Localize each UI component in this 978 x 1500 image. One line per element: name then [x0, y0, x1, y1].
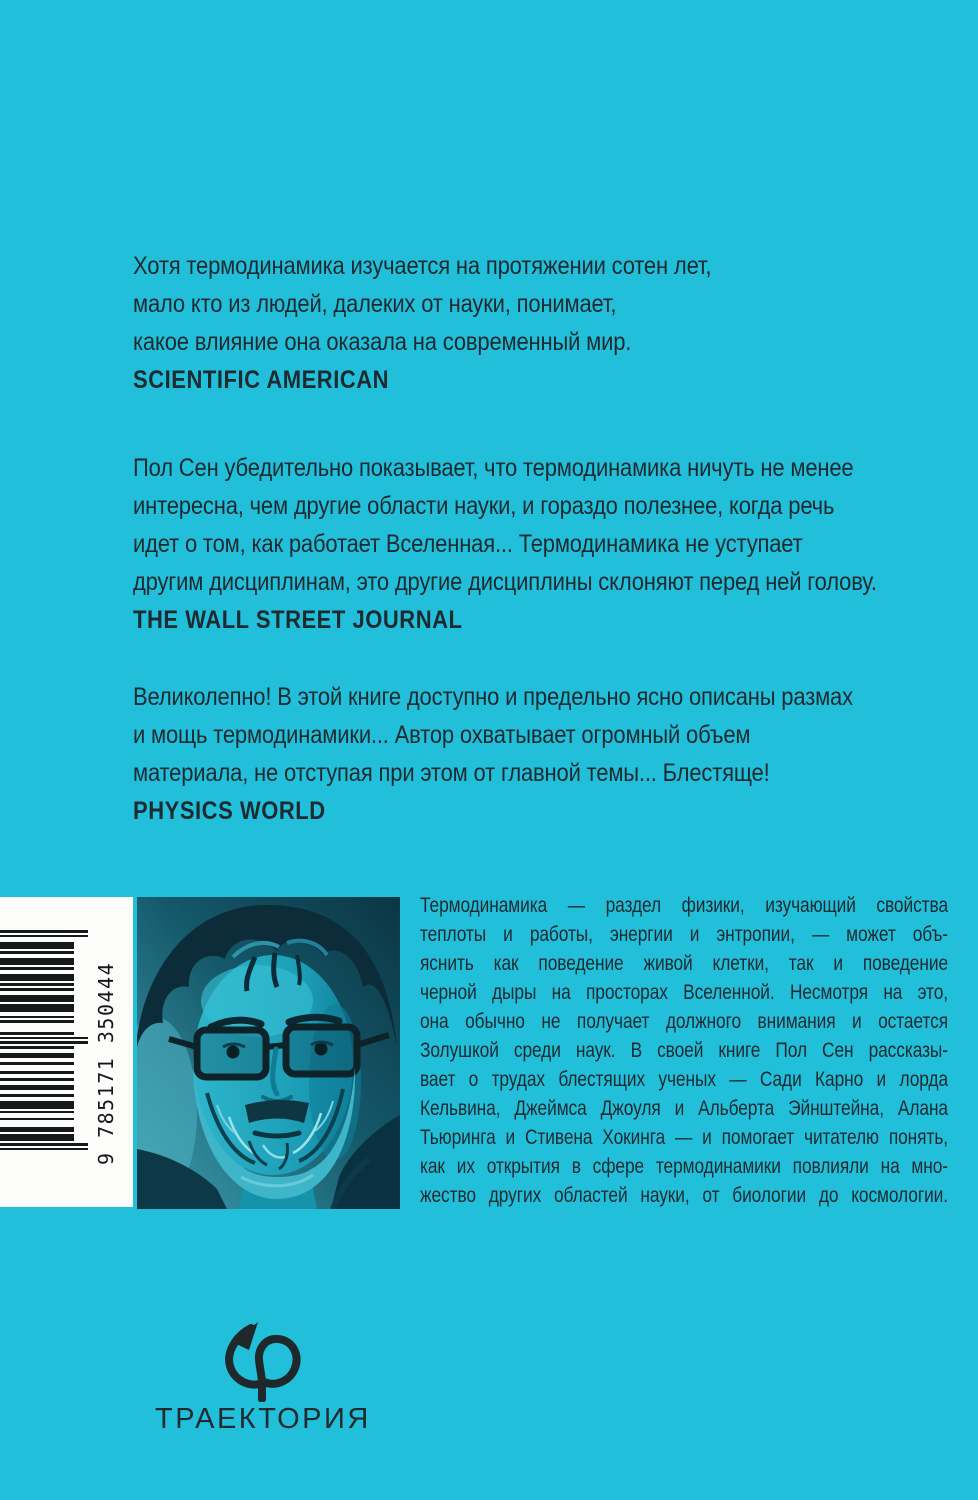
text-line: вает о трудах блестящих ученых — Сади Карно и лорда: [420, 1068, 948, 1091]
barcode-bar: [0, 1020, 74, 1023]
publisher-name: ТРАЕКТОРИЯ: [155, 1403, 371, 1435]
eyes: [227, 1046, 240, 1059]
barcode-bars: [0, 930, 90, 1150]
barcode-bar: [0, 1143, 88, 1146]
quote-source: SCIENTIFIC AMERICAN: [133, 366, 390, 394]
barcode-bar: [0, 1101, 74, 1104]
text-line: Термодинамика — раздел физики, изучающий свойства: [420, 894, 948, 917]
text-line: Кельвина, Джеймса Джоуля и Альберта Эйнштейна, Алана: [420, 1097, 948, 1120]
barcode-bar: [0, 988, 74, 991]
text-line: теплоты и работы, энергии и энтропии, — может объ-: [420, 923, 948, 946]
book-description: [420, 891, 948, 1210]
text-line: и мощь термодинамики... Автор охватывает огромный объем: [133, 721, 751, 749]
quote-source: THE WALL STREET JOURNAL: [133, 606, 463, 634]
description-lines: [420, 891, 948, 1210]
author-photo-svg: [137, 897, 400, 1209]
barcode-bar: [0, 1071, 74, 1074]
barcode-bar: [0, 1127, 74, 1130]
barcode-bar: [0, 1085, 74, 1088]
quote-lines: [133, 449, 877, 601]
barcode-bar: [0, 930, 88, 933]
barcode-bar: [0, 942, 74, 945]
text-line: мало кто из людей, далеких от науки, понимает,: [133, 290, 617, 318]
quote-scientific-american: [133, 247, 711, 399]
text-line: материала, не отступая при этом от главной темы... Блестяще!: [133, 759, 770, 787]
barcode-bar: [0, 1111, 74, 1114]
trajectory-phi-arrow-icon: [218, 1306, 302, 1402]
barcode-bar: [0, 983, 74, 986]
text-line: какое влияние она оказала на современный мир.: [133, 328, 632, 356]
text-line: как их открытия в сфере термодинамики повлияли на мно-: [420, 1155, 948, 1178]
barcode-bar: [0, 1094, 74, 1097]
text-line: идет о том, как работает Вселенная... Термодинамика не уступает: [133, 530, 803, 558]
text-line: яснить как поведение живой клетки, так и поведение: [420, 952, 948, 975]
text-line: жество других областей науки, от биологии до космологии.: [420, 1184, 948, 1207]
barcode-bar: [0, 958, 74, 961]
text-line: интересна, чем другие области науки, и гораздо полезнее, когда речь: [133, 492, 835, 520]
quote-wall-street-journal: [133, 449, 877, 639]
text-line: Золушкой среди наук. В своей книге Пол Сен рассказы-: [420, 1039, 948, 1062]
barcode-bar: [0, 1118, 74, 1121]
quote-source: PHYSICS WORLD: [133, 797, 326, 825]
text-line: черной дыры на просторах Вселенной. Несмотря на это,: [420, 981, 948, 1004]
text-line: Пол Сен убедительно показывает, что термодинамика ничуть не менее: [133, 454, 854, 482]
barcode-bar: [0, 1032, 74, 1035]
barcode-bar: [0, 1062, 74, 1065]
barcode-bar: [0, 1148, 88, 1151]
barcode-bar: [0, 1037, 88, 1040]
barcode-bar: [0, 1046, 74, 1049]
barcode-digits: 9 785171 350444: [94, 961, 118, 1165]
barcode-bar: [0, 1078, 74, 1081]
barcode-bar: [0, 951, 74, 954]
barcode-bar: [0, 1041, 88, 1044]
barcode-bar: [0, 974, 74, 977]
quote-lines: [133, 247, 711, 361]
barcode-bar: [0, 1004, 74, 1007]
author-photo: [137, 897, 400, 1209]
quote-lines: [133, 678, 853, 792]
text-line: другим дисциплинам, это другие дисциплины склоняют перед ней голову.: [133, 568, 877, 596]
barcode-bar: [0, 1134, 74, 1137]
barcode-bar: [0, 1016, 74, 1019]
text-line: она обычно не получает должного внимания и остается: [420, 1010, 948, 1033]
text-line: Тьюринга и Стивена Хокинга — и помогает читателю понять,: [420, 1126, 948, 1149]
text-line: Великолепно! В этой книге доступно и предельно ясно описаны размах: [133, 683, 853, 711]
barcode-bar: [0, 967, 74, 970]
quote-physics-world: [133, 678, 853, 830]
text-line: Хотя термодинамика изучается на протяжении сотен лет,: [133, 252, 712, 280]
barcode-bar: [0, 1053, 74, 1056]
barcode-bar: [0, 935, 88, 938]
barcode-bar: [0, 995, 74, 998]
isbn-barcode: [0, 897, 133, 1207]
